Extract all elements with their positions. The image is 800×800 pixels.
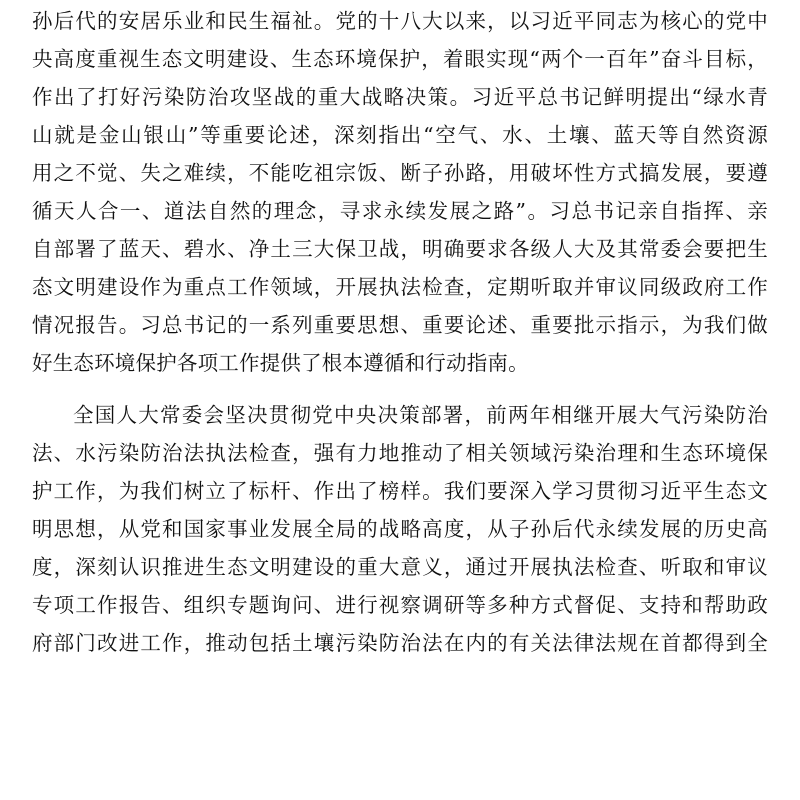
paragraph-1-line-4: 山就是金山银山”等重要论述，深刻指出“空气、水、土壤、蓝天等自然资源	[32, 123, 768, 147]
paragraph-1-line-2: 央高度重视生态文明建设、生态环境保护，着眼实现“两个一百年”奋斗目标，	[32, 47, 768, 71]
paragraph-2-line-1: 全国人大常委会坚决贯彻党中央决策部署，前两年相继开展大气污染防治	[73, 403, 768, 427]
paragraph-2-line-3: 护工作，为我们树立了标杆、作出了榜样。我们要深入学习贯彻习近平生态文	[32, 479, 768, 503]
paragraph-2-line-4: 明思想，从党和国家事业发展全局的战略高度，从子孙后代永续发展的历史高	[32, 517, 768, 541]
paragraph-1-line-7: 自部署了蓝天、碧水、净土三大保卫战，明确要求各级人大及其常委会要把生	[32, 237, 768, 261]
paragraph-2-line-6: 专项工作报告、组织专题询问、进行视察调研等多种方式督促、支持和帮助政	[32, 593, 768, 617]
paragraph-2-line-7: 府部门改进工作，推动包括土壤污染防治法在内的有关法律法规在首都得到全	[32, 631, 768, 655]
paragraph-1-line-3: 作出了打好污染防治攻坚战的重大战略决策。习近平总书记鲜明提出“绿水青	[32, 85, 768, 109]
paragraph-1-line-6: 循天人合一、道法自然的理念，寻求永续发展之路”。习总书记亲自指挥、亲	[32, 199, 768, 223]
paragraph-1-line-8: 态文明建设作为重点工作领域，开展执法检查，定期听取并审议同级政府工作	[32, 275, 768, 299]
paragraph-2-line-5: 度，深刻认识推进生态文明建设的重大意义，通过开展执法检查、听取和审议	[32, 555, 768, 579]
paragraph-1-line-5: 用之不觉、失之难续，不能吃祖宗饭、断子孙路，用破坏性方式搞发展，要遵	[32, 161, 768, 185]
paragraph-1-line-10: 好生态环境保护各项工作提供了根本遵循和行动指南。	[32, 351, 529, 375]
paragraph-1-line-1: 孙后代的安居乐业和民生福祉。党的十八大以来，以习近平同志为核心的党中	[32, 9, 768, 33]
paragraph-2-line-2: 法、水污染防治法执法检查，强有力地推动了相关领域污染治理和生态环境保	[32, 441, 768, 465]
paragraph-1-line-9: 情况报告。习总书记的一系列重要思想、重要论述、重要批示指示，为我们做	[32, 313, 768, 337]
